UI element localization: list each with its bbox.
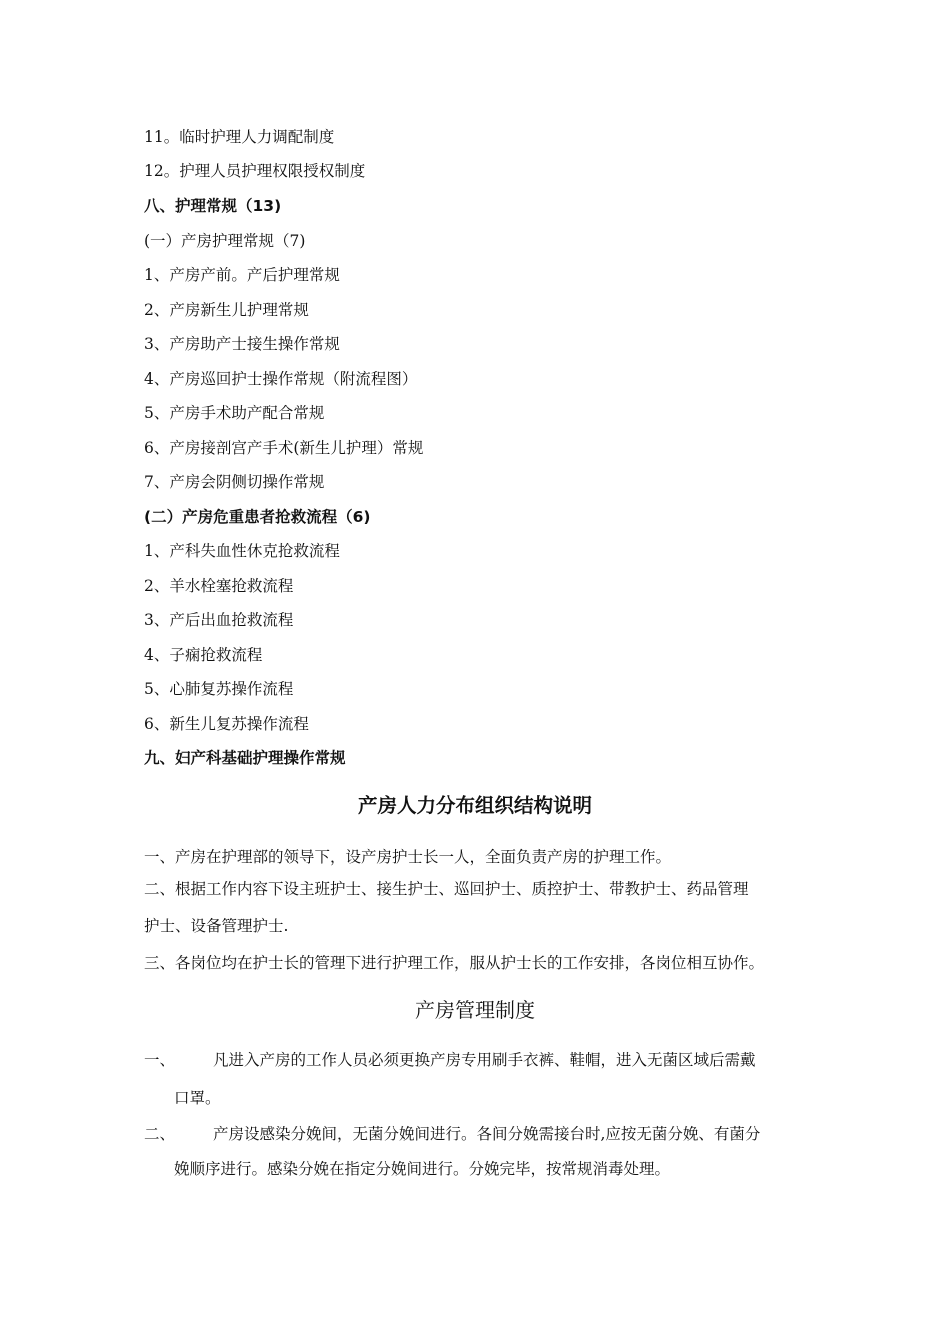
item-text: 产房设感染分娩间，无菌分娩间进行。各间分娩需接台时,应按无菌分娩、有菌分 — [213, 1125, 761, 1143]
paragraph: 二、根据工作内容下设主班护士、接生护士、巡回护士、质控护士、带教护士、药品管理 — [144, 880, 749, 898]
item-text-continuation: 娩顺序进行。感染分娩在指定分娩间进行。分娩完毕，按常规消毒处理。 — [174, 1160, 671, 1178]
list-item: 6、新生儿复苏操作流程 — [144, 715, 309, 733]
section-heading: 八、护理常规（13) — [144, 197, 282, 215]
list-item: 3、产后出血抢救流程 — [144, 611, 294, 629]
list-item: 1、产科失血性休克抢救流程 — [144, 542, 340, 560]
org-title: 产房人力分布组织结构说明 — [357, 794, 592, 817]
list-item: 7、产房会阴侧切操作常规 — [144, 473, 325, 491]
list-item: 5、产房手术助产配合常规 — [144, 404, 325, 422]
list-item: 11。临时护理人力调配制度 — [144, 128, 335, 146]
mgmt-title: 产房管理制度 — [415, 998, 535, 1022]
list-item: 2、羊水栓塞抢救流程 — [144, 577, 294, 595]
paragraph: 三、各岗位均在护士长的管理下进行护理工作，服从护士长的工作安排，各岗位相互协作。 — [144, 954, 765, 972]
item-text: 凡进入产房的工作人员必须更换产房专用刷手衣裤、鞋帽，进入无菌区域后需戴 — [213, 1051, 756, 1069]
list-item: 5、心肺复苏操作流程 — [144, 680, 294, 698]
list-item: 6、产房接剖宫产手术(新生儿护理）常规 — [144, 439, 424, 457]
paragraph-continuation: 护士、设备管理护士. — [144, 917, 289, 935]
list-item: 12。护理人员护理权限授权制度 — [144, 162, 366, 180]
item-text-continuation: 口罩。 — [174, 1089, 221, 1107]
paragraph: 一、产房在护理部的领导下，设产房护士长一人，全面负责产房的护理工作。 — [144, 848, 672, 866]
subsection-heading: (一）产房护理常规（7) — [144, 232, 306, 250]
list-item: 2、产房新生儿护理常规 — [144, 301, 309, 319]
subsection-heading: (二）产房危重患者抢救流程（6) — [144, 508, 371, 526]
item-number: 一、 — [144, 1051, 176, 1069]
section-heading: 九、妇产科基础护理操作常规 — [144, 749, 346, 767]
list-item: 4、子痫抢救流程 — [144, 646, 263, 664]
list-item: 1、产房产前。产后护理常规 — [144, 266, 340, 284]
item-number: 二、 — [144, 1125, 176, 1143]
list-item: 3、产房助产士接生操作常规 — [144, 335, 340, 353]
list-item: 4、产房巡回护士操作常规（附流程图） — [144, 370, 418, 388]
